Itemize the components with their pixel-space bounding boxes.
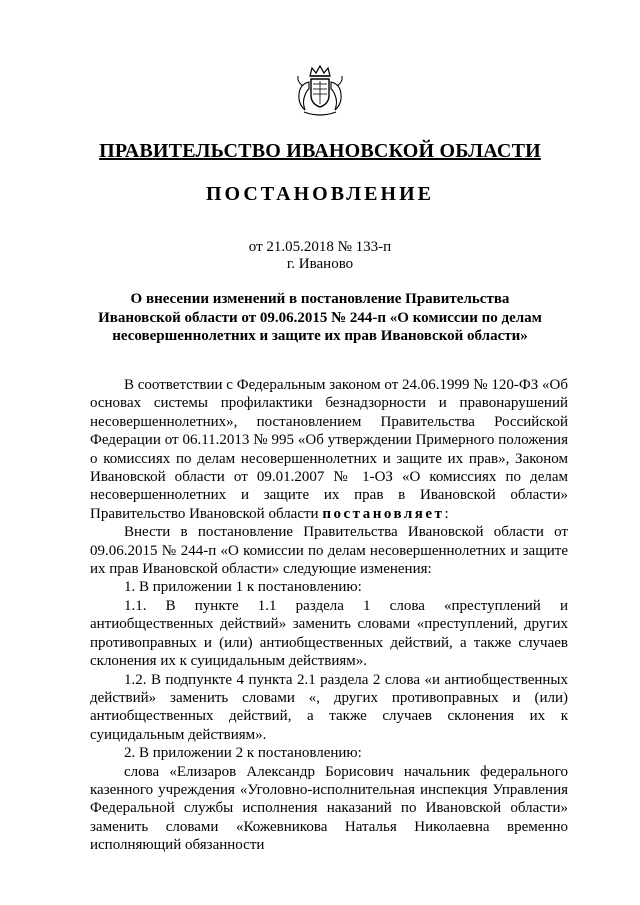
body-paragraph: 2. В приложении 2 к постановлению: [124, 745, 362, 762]
body-paragraph: 1.1. В пункте 1.1 раздела 1 слова «преступлений и антиобщественных действий» заменить словами «преступлений, других противоправных и (или) антиобщественных действий, а также случаев склонения их к суицидальным действиям». [90, 597, 568, 670]
city-line: г. Иваново [286, 256, 354, 272]
decree-colon: : [444, 505, 449, 522]
government-title: ПРАВИТЕЛЬСТВО ИВАНОВСКОЙ ОБЛАСТИ [99, 140, 541, 162]
body-paragraph: слова «Елизаров Александр Борисович начальник федерального казенного учреждения «Уголовно-исполнительная инспекция Управления Федеральной службы исполнения наказаний по Ивановской области» заменить словами «Кожевникова Наталья Николаевна временно исполняющий обязанности [90, 763, 568, 854]
body-paragraph: Внести в постановление Правительства Ивановской области от 09.06.2015 № 244-п «О комиссии по делам несовершеннолетних и защите их прав Ивановской области» следующие изменения: [90, 524, 568, 578]
body-paragraph: 1.2. В подпункте 4 пункта 2.1 раздела 2 слова «и антиобщественных действий» заменить словами «, других противоправных и (или) антиобщественных действий, а также случаев склонения их к суицидальным действиям». [90, 671, 568, 743]
coat-of-arms-emblem [290, 62, 350, 122]
body-paragraph-preamble [90, 376, 568, 523]
body-paragraph: 1. В приложении 1 к постановлению: [124, 579, 362, 596]
document-type-title: ПОСТАНОВЛЕНИЕ [206, 183, 434, 205]
document-body [90, 376, 568, 855]
document-heading: О внесении изменений в постановление Правительства Ивановской области от 09.06.2015 № 244-п «О комиссии по делам несовершеннолетних и защите их прав Ивановской области» [98, 291, 542, 344]
date-number-line: от 21.05.2018 № 133-п [248, 239, 392, 255]
preamble-text: В соответствии с Федеральным законом от 24.06.1999 № 120-ФЗ «Об основах системы профилактики безнадзорности и правонарушений несовершеннолетних», постановлением Правительства Российской Федерации от 06.11.2013 № 995 «Об утверждении Примерного положения о комиссиях по делам несовершеннолетних и защите их прав», Законом Ивановской области от 09.01.2007 № 1-ОЗ «О комиссиях по делам несовершеннолетних и защите их прав в Ивановской области» Правительство Ивановской области [90, 377, 568, 522]
decree-word: постановляет [322, 505, 445, 522]
